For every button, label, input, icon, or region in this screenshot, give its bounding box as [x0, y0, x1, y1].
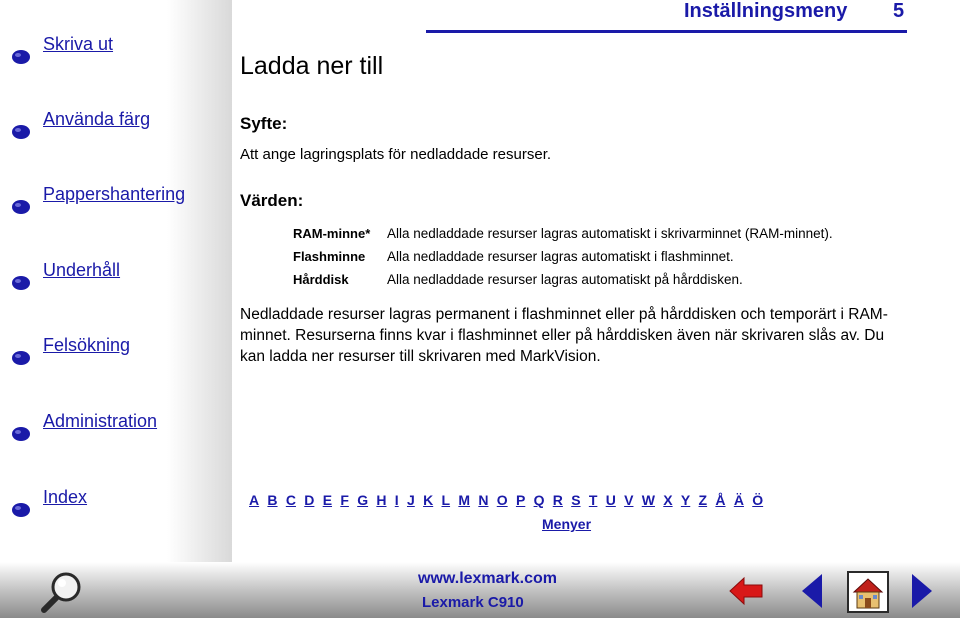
value-description: Alla nedladdade resurser lagras automatiskt på hårddisken. — [387, 272, 743, 287]
value-row — [0, 249, 960, 269]
values-heading: Värden: — [240, 191, 304, 210]
index-letter-w[interactable]: W — [641, 492, 655, 508]
sidebar-item-label[interactable]: Index — [43, 487, 88, 507]
index-letter-h[interactable]: H — [376, 492, 387, 508]
nav-bullet-icon — [10, 198, 36, 216]
index-letter-z[interactable]: Z — [698, 492, 708, 508]
index-letter-q[interactable]: Q — [533, 492, 545, 508]
value-term: RAM-minne* — [293, 226, 371, 241]
value-row — [0, 226, 960, 246]
index-letter-d[interactable]: D — [304, 492, 315, 508]
nav-bullet-icon — [10, 501, 36, 519]
nav-bullet-icon — [10, 123, 36, 141]
index-letter-n[interactable]: N — [478, 492, 489, 508]
sidebar-item-label[interactable]: Underhåll — [43, 260, 121, 280]
header-divider — [426, 30, 907, 33]
sidebar-item-pappershantering[interactable] — [0, 180, 232, 224]
index-letter-k[interactable]: K — [423, 492, 434, 508]
index-letter-s[interactable]: S — [571, 492, 581, 508]
index-letter-o[interactable]: O — [496, 492, 508, 508]
index-letter-f[interactable]: F — [340, 492, 349, 508]
index-letter-t[interactable]: T — [588, 492, 598, 508]
alphabet-index — [249, 492, 909, 508]
menus-link[interactable]: Menyer — [542, 516, 592, 532]
sidebar-item-label[interactable]: Pappershantering — [43, 184, 186, 204]
index-letter-y[interactable]: Y — [680, 492, 691, 508]
index-letter-i[interactable]: I — [394, 492, 399, 508]
home-icon[interactable] — [846, 570, 890, 614]
index-letter-l[interactable]: L — [441, 492, 451, 508]
nav-bullet-icon — [10, 349, 36, 367]
sidebar-item-label[interactable]: Använda färg — [43, 109, 151, 129]
previous-page-icon[interactable] — [800, 572, 824, 610]
page-title: Ladda ner till — [240, 52, 384, 80]
magnifier-icon[interactable] — [36, 570, 86, 614]
sidebar-item-anvanda-farg[interactable] — [0, 105, 232, 149]
sidebar-item-index[interactable] — [0, 483, 232, 527]
index-letter-a-umlaut[interactable]: Ä — [733, 492, 744, 508]
next-page-icon[interactable] — [910, 572, 934, 610]
sidebar-item-administration[interactable] — [0, 407, 232, 451]
index-letter-x[interactable]: X — [663, 492, 673, 508]
index-letter-a[interactable]: A — [249, 492, 260, 508]
index-letter-u[interactable]: U — [605, 492, 616, 508]
sidebar-item-skriva-ut[interactable] — [0, 30, 232, 74]
value-row — [0, 272, 960, 292]
index-letter-p[interactable]: P — [515, 492, 526, 508]
index-letter-b[interactable]: B — [267, 492, 278, 508]
model-name: Lexmark C910 — [422, 594, 524, 611]
index-letter-j[interactable]: J — [406, 492, 415, 508]
index-letter-o-umlaut[interactable]: Ö — [752, 492, 764, 508]
index-letter-a-ring[interactable]: Å — [715, 492, 726, 508]
index-letter-g[interactable]: G — [357, 492, 369, 508]
nav-bullet-icon — [10, 425, 36, 443]
purpose-heading: Syfte: — [240, 114, 288, 133]
value-description: Alla nedladdade resurser lagras automatiskt i skrivarminnet (RAM-minnet). — [387, 226, 833, 241]
sidebar-item-label[interactable]: Administration — [43, 411, 158, 431]
section-title: Inställningsmeny — [684, 0, 848, 22]
back-arrow-icon[interactable] — [728, 574, 764, 608]
purpose-text: Att ange lagringsplats för nedladdade resurser. — [240, 146, 552, 163]
sidebar-item-label[interactable]: Skriva ut — [43, 34, 114, 54]
value-term: Flashminne — [293, 249, 366, 264]
footer-bar — [0, 562, 960, 618]
index-letter-m[interactable]: M — [458, 492, 471, 508]
index-letter-e[interactable]: E — [322, 492, 333, 508]
sidebar-item-felsokning[interactable] — [0, 331, 232, 375]
note-paragraph: Nedladdade resurser lagras permanent i flashminnet eller på hårddisken och temporärt i RAM-minnet. Resurserna finns kvar i flashminnet eller på hårddisken även när skrivaren slås av. Du kan ladda ner resurser till skrivaren med MarkVision. — [240, 306, 888, 365]
nav-bullet-icon — [10, 48, 36, 66]
value-description: Alla nedladdade resurser lagras automatiskt i flashminnet. — [387, 249, 734, 264]
website-link[interactable]: www.lexmark.com — [418, 570, 558, 587]
index-letter-c[interactable]: C — [285, 492, 296, 508]
page-number: 5 — [893, 0, 905, 22]
sidebar-item-label[interactable]: Felsökning — [43, 335, 131, 355]
index-letter-r[interactable]: R — [552, 492, 563, 508]
value-term: Hårddisk — [293, 272, 349, 287]
index-letter-v[interactable]: V — [624, 492, 634, 508]
